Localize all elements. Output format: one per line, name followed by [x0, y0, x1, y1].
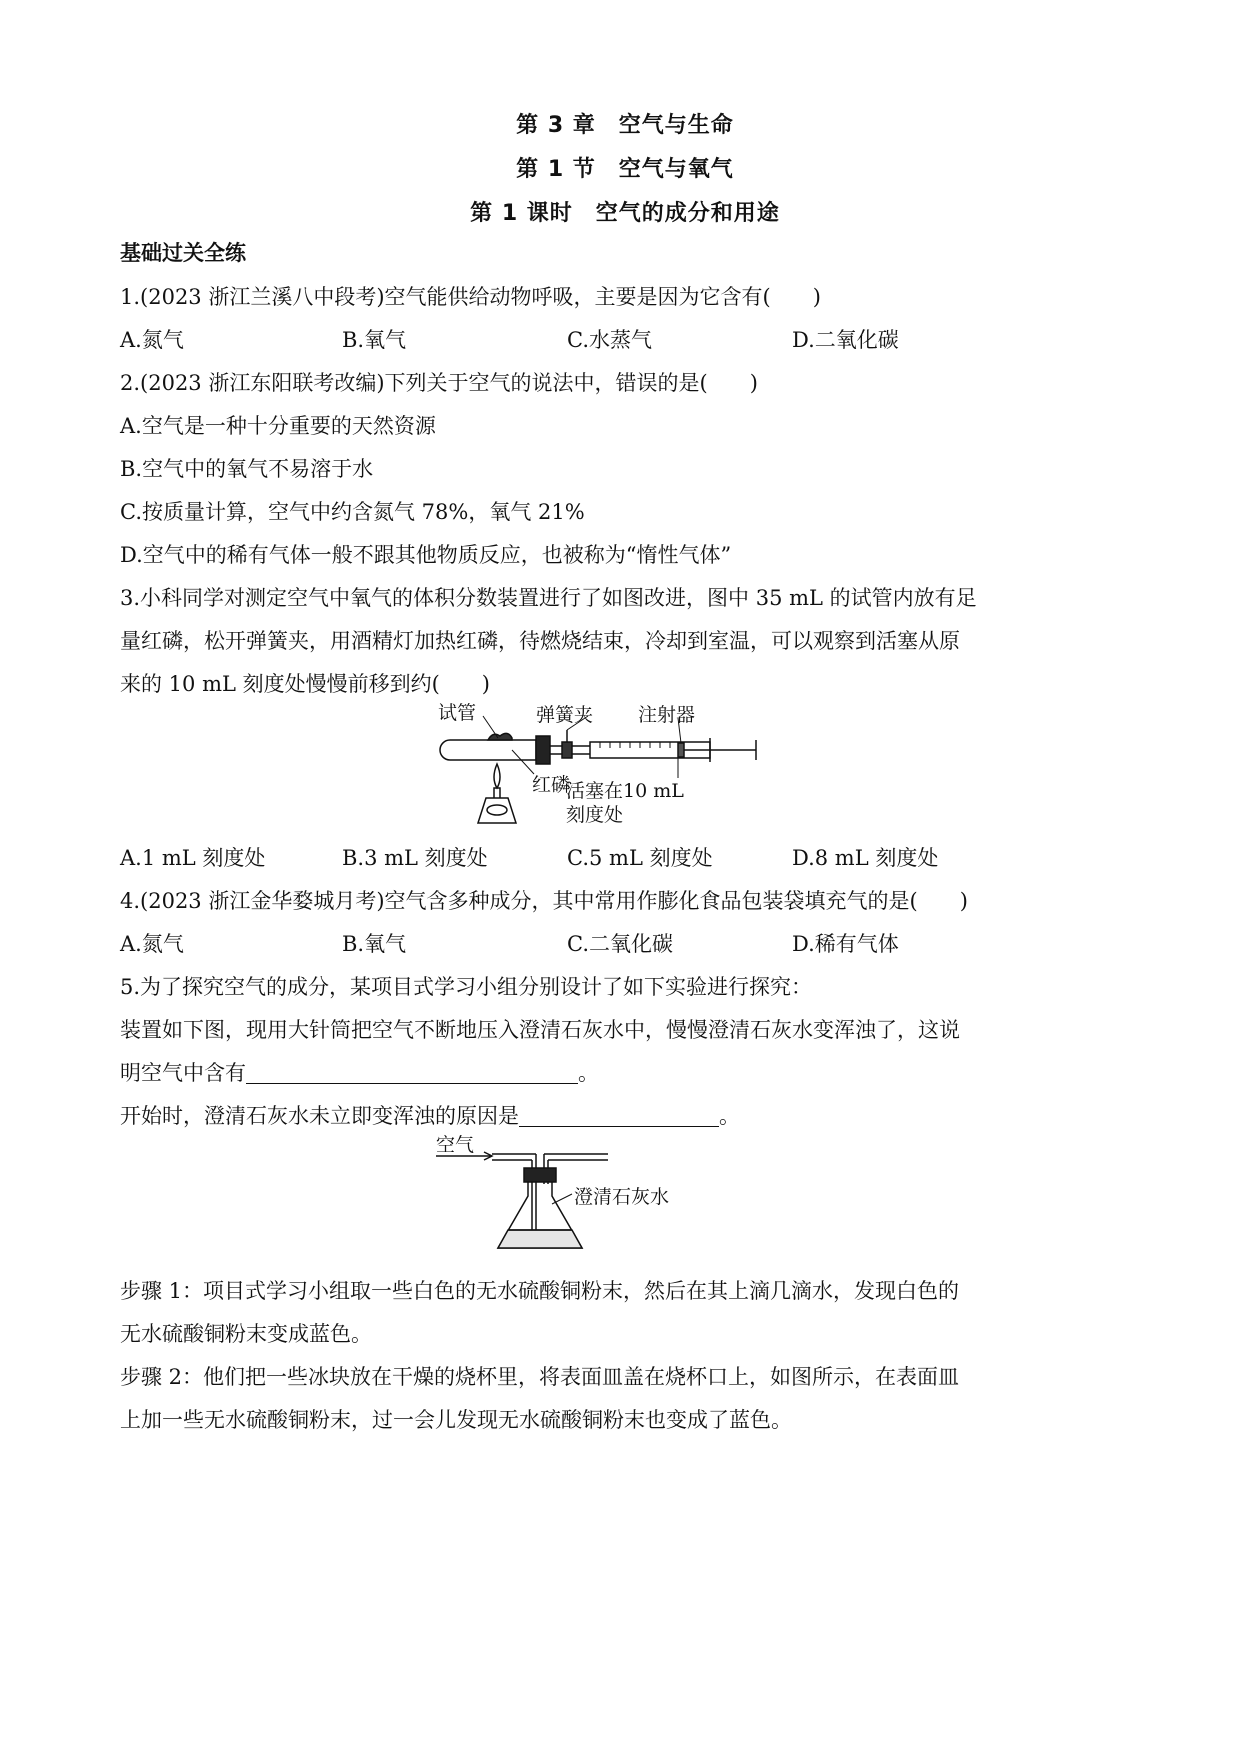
q4-option-b: B.氧气 — [342, 932, 407, 956]
q5-line-2 — [120, 1057, 599, 1087]
q5-answer-blank-1[interactable] — [246, 1061, 578, 1084]
label-piston-line-1: 活塞在10 mL — [566, 780, 684, 802]
q2-stem: 2.(2023 浙江东阳联考改编)下列关于空气的说法中，错误的是( ) — [120, 371, 758, 395]
section-title: 第 1 节 空气与氧气 — [516, 157, 734, 182]
q3-option-b: B.3 mL 刻度处 — [342, 846, 488, 870]
q5-step2-line-2: 上加一些无水硫酸铜粉末，过一会儿发现无水硫酸铜粉末也变成了蓝色。 — [120, 1408, 792, 1432]
q5-line-1: 装置如下图，现用大针筒把空气不断地压入澄清石灰水中，慢慢澄清石灰水变浑浊了，这说 — [120, 1018, 960, 1042]
lesson-title: 第 1 课时 空气的成分和用途 — [470, 201, 780, 226]
part-title: 基础过关全练 — [120, 241, 246, 265]
q5-step1-line-2: 无水硫酸铜粉末变成蓝色。 — [120, 1322, 372, 1346]
q1-option-a: A.氮气 — [120, 328, 184, 352]
q3-stem-line-1: 3.小科同学对测定空气中氧气的体积分数装置进行了如图改进，图中 35 mL 的试管内放有足 — [120, 586, 977, 610]
q3-option-a: A.1 mL 刻度处 — [120, 846, 266, 870]
q4-option-c: C.二氧化碳 — [567, 932, 673, 956]
q3-stem-line-3: 来的 10 mL 刻度处慢慢前移到约( ) — [120, 672, 490, 696]
label-piston-line-2: 刻度处 — [566, 804, 624, 826]
q5-answer-blank-2[interactable] — [519, 1104, 719, 1127]
q3-option-c: C.5 mL 刻度处 — [567, 846, 713, 870]
q5-line-3 — [120, 1100, 740, 1130]
q3-stem-line-2: 量红磷，松开弹簧夹，用酒精灯加热红磷，待燃烧结束，冷却到室温，可以观察到活塞从原 — [120, 629, 960, 653]
q1-option-c: C.水蒸气 — [567, 328, 652, 352]
q5-flask-figure — [432, 1132, 732, 1262]
label-spring-clamp: 弹簧夹 — [536, 704, 594, 726]
q2-option-a: A.空气是一种十分重要的天然资源 — [120, 414, 436, 438]
q5-line-2-suffix: 。 — [578, 1061, 599, 1085]
q5-intro: 5.为了探究空气的成分，某项目式学习小组分别设计了如下实验进行探究： — [120, 975, 813, 999]
q4-option-d: D.稀有气体 — [792, 932, 899, 956]
q5-line-3-prefix: 开始时，澄清石灰水未立即变浑浊的原因是 — [120, 1104, 519, 1128]
label-red-phosphorus: 红磷 — [532, 774, 571, 796]
label-test-tube: 试管 — [438, 702, 477, 724]
label-syringe: 注射器 — [638, 704, 696, 726]
q3-apparatus-figure — [438, 698, 858, 828]
q4-option-a: A.氮气 — [120, 932, 184, 956]
q2-option-b: B.空气中的氧气不易溶于水 — [120, 457, 374, 481]
q3-option-d: D.8 mL 刻度处 — [792, 846, 939, 870]
q1-option-b: B.氧气 — [342, 328, 407, 352]
q5-step1-line-1: 步骤 1：项目式学习小组取一些白色的无水硫酸铜粉末，然后在其上滴几滴水，发现白色的 — [120, 1279, 960, 1303]
q1-stem: 1.(2023 浙江兰溪八中段考)空气能供给动物呼吸，主要是因为它含有( ) — [120, 285, 821, 309]
q1-option-d: D.二氧化碳 — [792, 328, 899, 352]
label-limewater: 澄清石灰水 — [574, 1186, 670, 1208]
q2-option-d: D.空气中的稀有气体一般不跟其他物质反应，也被称为“惰性气体” — [120, 543, 732, 567]
q2-option-c: C.按质量计算，空气中约含氮气 78%，氧气 21% — [120, 500, 585, 524]
q5-line-3-suffix: 。 — [719, 1104, 740, 1128]
label-air: 空气 — [436, 1134, 475, 1156]
q5-line-2-prefix: 明空气中含有 — [120, 1061, 246, 1085]
chapter-title: 第 3 章 空气与生命 — [516, 113, 734, 138]
q4-stem: 4.(2023 浙江金华婺城月考)空气含多种成分，其中常用作膨化食品包装袋填充气的是( ) — [120, 889, 968, 913]
q5-step2-line-1: 步骤 2：他们把一些冰块放在干燥的烧杯里，将表面皿盖在烧杯口上，如图所示，在表面皿 — [120, 1365, 960, 1389]
